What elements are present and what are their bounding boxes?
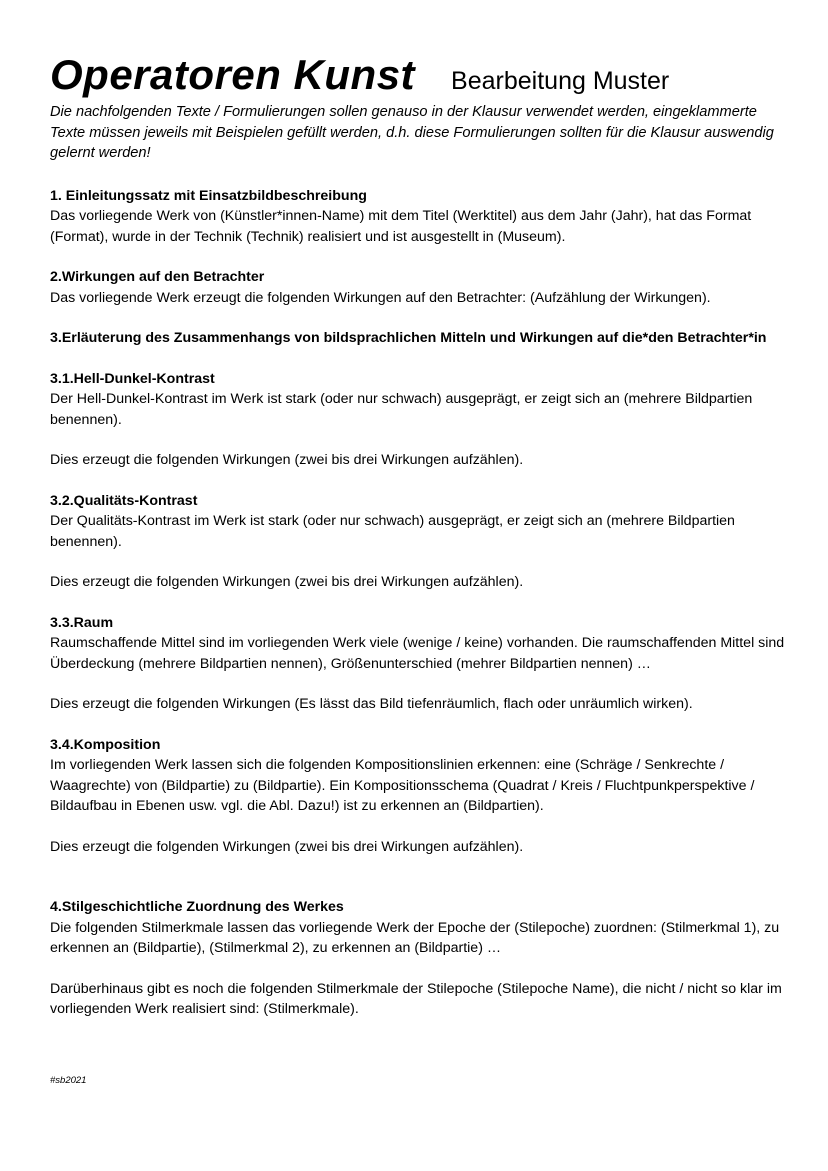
section-heading: 3.1.Hell-Dunkel-Kontrast <box>50 370 215 387</box>
page-subtitle: Bearbeitung Muster <box>451 67 670 95</box>
section-3-4 <box>50 735 790 858</box>
section-text: Im vorliegenden Werk lassen sich die folgenden Kompositionslinien erkennen: eine (Schräge / Senkrechte / Waagrechte) von (Bildpartie) zu (Bildpartie). Ein Kompositionsschema (Quadrat / Kreis / Fluchtpunkperspektive / Bildaufbau in Ebenen usw. vgl. die Abl. Dazu!) ist zu erkennen an (Bildpartien). <box>50 757 755 815</box>
section-text: Das vorliegende Werk von (Künstler*innen-Name) mit dem Titel (Werktitel) aus dem Jahr (Jahr), hat das Format (Format), wurde in der Technik (Technik) realisiert und ist ausgestellt in (Museum). <box>50 208 752 245</box>
section-heading: 3.3.Raum <box>50 614 114 631</box>
section-1 <box>50 186 790 248</box>
section-2 <box>50 267 790 308</box>
section-heading: 3.4.Komposition <box>50 736 161 753</box>
section-heading: 3.Erläuterung des Zusammenhangs von bildsprachlichen Mitteln und Wirkungen auf die*den Betrachter*in <box>50 330 767 347</box>
section-heading: 2.Wirkungen auf den Betrachter <box>50 269 265 286</box>
section-heading: 4.Stilgeschichtliche Zuordnung des Werkes <box>50 899 344 916</box>
section-text: Raumschaffende Mittel sind im vorliegenden Werk viele (wenige / keine) vorhanden. Die raumschaffenden Mittel sind Überdeckung (mehrere Bildpartien nennen), Größenunterschied (mehrer Bildpartien nennen) … <box>50 635 785 672</box>
title-row <box>50 52 790 98</box>
section-text: Der Hell-Dunkel-Kontrast im Werk ist stark (oder nur schwach) ausgeprägt, er zeigt sich an (mehrere Bildpartien benennen). <box>50 391 753 428</box>
section-3 <box>50 328 790 349</box>
section-3-1 <box>50 369 790 471</box>
section-effect-text: Dies erzeugt die folgenden Wirkungen (zwei bis drei Wirkungen aufzählen). <box>50 574 524 591</box>
section-text: Der Qualitäts-Kontrast im Werk ist stark (oder nur schwach) ausgeprägt, er zeigt sich an (mehrere Bildpartien benennen). <box>50 513 735 550</box>
section-effect-text: Dies erzeugt die folgenden Wirkungen (zwei bis drei Wirkungen aufzählen). <box>50 452 524 469</box>
section-3-2 <box>50 491 790 593</box>
section-text: Die folgenden Stilmerkmale lassen das vorliegende Werk der Epoche der (Stilepoche) zuordnen: (Stilmerkmal 1), zu erkennen an (Bildpartie), (Stilmerkmal 2), zu erkennen an (Bildpartie) … <box>50 919 780 957</box>
spacer <box>50 877 790 897</box>
page-title: Operatoren Kunst <box>50 51 416 98</box>
section-4 <box>50 897 790 1020</box>
document-page <box>50 52 790 1040</box>
section-heading: 1. Einleitungssatz mit Einsatzbildbeschreibung <box>50 187 367 204</box>
intro-text: Die nachfolgenden Texte / Formulierungen sollen genauso in der Klausur verwendet werden, eingeklammerte Texte müssen jeweils mit Beispielen gefüllt werden, d.h. diese Formulierungen sollten für die Klausur auswendig gelernt werden! <box>50 104 774 162</box>
section-text: Das vorliegende Werk erzeugt die folgenden Wirkungen auf den Betrachter: (Aufzählung der Wirkungen). <box>50 289 711 306</box>
footer-tag: #sb2021 <box>50 1075 87 1086</box>
section-heading: 3.2.Qualitäts-Kontrast <box>50 492 198 509</box>
section-3-3 <box>50 613 790 715</box>
section-effect-text: Darüberhinaus gibt es noch die folgenden Stilmerkmale der Stilepoche (Stilepoche Name), die nicht / nicht so klar im vorliegenden Werk realisiert sind: (Stilmerkmale). <box>50 980 782 1018</box>
section-effect-text: Dies erzeugt die folgenden Wirkungen (Es lässt das Bild tiefenräumlich, flach oder unräumlich wirken). <box>50 696 693 713</box>
section-effect-text: Dies erzeugt die folgenden Wirkungen (zwei bis drei Wirkungen aufzählen). <box>50 838 524 855</box>
